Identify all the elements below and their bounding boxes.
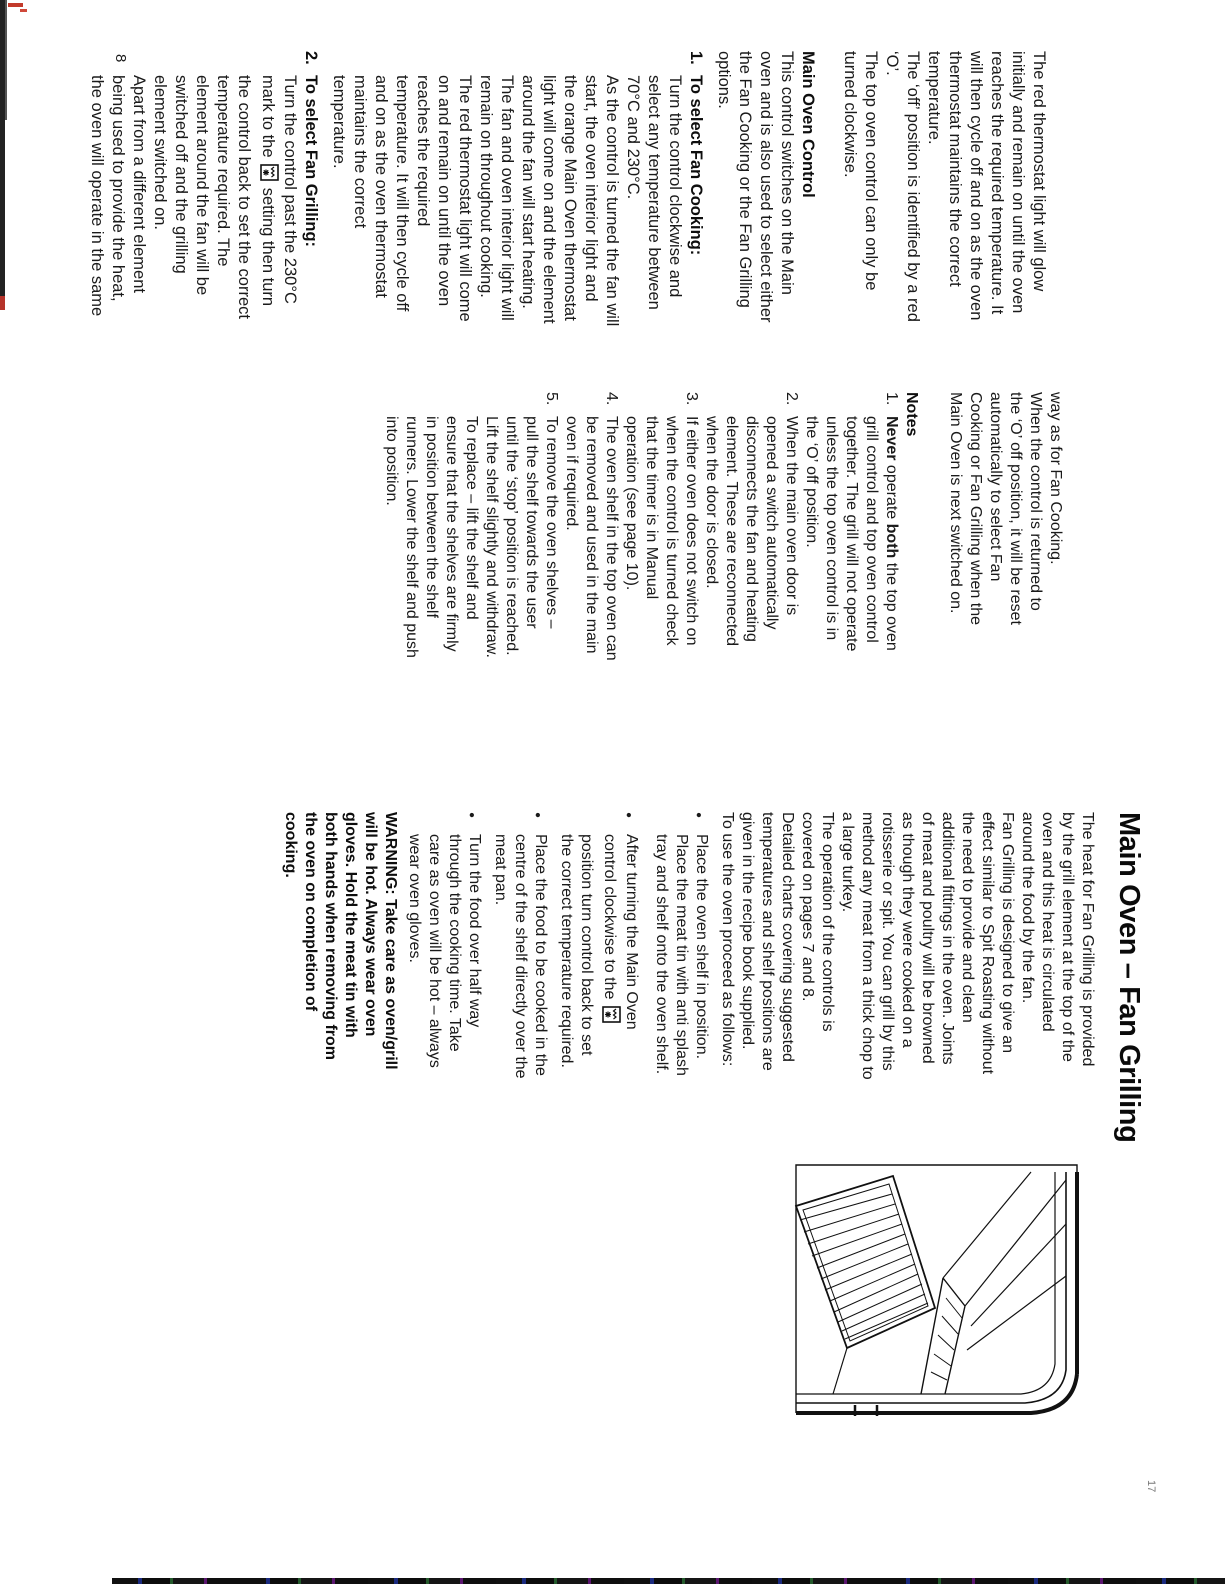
text-line: The oven shelf in the top oven can (603, 416, 620, 661)
text-line: of meat and poultry will be browned (919, 812, 936, 1064)
text-line: Detailed charts covering suggested (779, 812, 796, 1062)
scan-edge-artifact (5, 0, 7, 120)
red-registration-mark (20, 9, 27, 12)
text-line: when the door is closed. (703, 416, 720, 589)
text-line: disconnects the fan and heating (743, 416, 760, 642)
text-line: element. These are reconnected (723, 416, 740, 647)
text-line: position turn control back to set (578, 834, 595, 1056)
list-number: 2. (302, 51, 320, 65)
text-line: To select Fan Cooking: (687, 75, 705, 256)
text-line: Turn the food over half way (466, 834, 483, 1028)
text-line: temperatures and shelf positions are (759, 812, 776, 1071)
text-line: mark to the setting then turn (254, 75, 279, 381)
text-line: will be hot. Always wear oven (362, 812, 379, 1037)
text-line: rotisserie or spit. You can grill by this (879, 812, 896, 1071)
text-line: To replace – lift the shelf and (463, 416, 480, 620)
paragraph (713, 51, 797, 381)
text-line: around the fan will start heating. (519, 75, 537, 309)
list-number: 4. (603, 392, 620, 406)
text-line: method any meat from a thick chop to (859, 812, 876, 1080)
text-line: being used to provide the heat, (109, 75, 127, 302)
text-line: ‘O’. (883, 51, 901, 76)
paragraph (945, 392, 1065, 754)
text-line: as though they were cooked on a (899, 812, 916, 1048)
fan-grill-icon (596, 1006, 621, 1023)
text-line: After turning the Main Oven (623, 834, 640, 1030)
text-line: be removed and used in the main (583, 416, 600, 654)
paragraph (1017, 812, 1097, 1172)
list-item (556, 812, 641, 1172)
list-number: 3. (683, 392, 700, 406)
paragraph (923, 51, 1049, 381)
text-line: When the main oven door is (783, 416, 800, 616)
text-line: Main Oven is next switched on. (947, 392, 964, 614)
list-number: 5. (543, 392, 560, 406)
text-line: way as for Fan Cooking. (1047, 392, 1064, 565)
red-registration-mark (8, 3, 23, 7)
text-line: thermostat maintains the correct (946, 51, 964, 287)
text-line: by the grill element at the top of the (1059, 812, 1076, 1062)
text-line: remain on throughout cooking. (477, 75, 495, 298)
text-line: The top oven control can only be (862, 51, 880, 291)
text-line: Turn the control past the 230°C (281, 75, 299, 304)
text-line: The operation of the controls is (819, 812, 836, 1032)
text-line: opened a switch automatically (763, 416, 780, 630)
page8-column-1 (86, 51, 1049, 381)
text-line: around the food by the fan. (1019, 812, 1036, 1004)
text-line: covered on pages 7 and 8. (799, 812, 816, 1002)
text-line: tray and shelf onto the oven shelf. (653, 834, 670, 1075)
text-line: Turn the control clockwise and (666, 75, 684, 298)
list-item (621, 392, 701, 754)
text-line: Lift the shelf slightly and withdraw. (483, 416, 500, 658)
paragraph (328, 51, 685, 381)
text-line: When the control is returned to (1027, 392, 1044, 611)
text-line: Fan Grilling is designed to give an (999, 812, 1016, 1054)
text-line: grill control and top oven control (863, 416, 880, 643)
text-line: Notes (903, 392, 920, 437)
text-line: the orange Main Oven thermostat (561, 75, 579, 321)
page17-title: Main Oven – Fan Grilling (1113, 812, 1145, 1143)
text-line: control clockwise to the (596, 834, 621, 1172)
paragraph (737, 812, 797, 1172)
text-line: maintains the correct (351, 75, 369, 229)
text-line: element switched on. (151, 75, 169, 231)
text-line: The red thermostat light will come (456, 75, 474, 322)
list-item (651, 812, 711, 1172)
text-line: ensure that the shelves are firmly (443, 416, 460, 652)
paragraph (881, 51, 923, 381)
heading-block (901, 392, 921, 754)
text-line: centre of the shelf directly over the (512, 834, 529, 1079)
list-item (404, 812, 484, 1172)
text-line: reaches the required (414, 75, 432, 227)
text-line: light will come on and the element (540, 75, 558, 324)
text-line: Place the food to be cooked in the (532, 834, 549, 1076)
text-line: The heat for Fan Grilling is provided (1079, 812, 1096, 1067)
text-line: oven if required. (563, 416, 580, 531)
list-number: 1. (883, 392, 900, 406)
page-number-17: 17 (1145, 1480, 1157, 1493)
text-line: the Fan Cooking or the Fan Grilling (736, 51, 754, 308)
text-line: 70°C and 230°C. (624, 75, 642, 200)
text-line: element around the fan will be (193, 75, 211, 296)
fan-grill-icon (254, 164, 279, 181)
text-line: As the control is turned the fan will (603, 75, 621, 327)
text-line: runners. Lower the shelf and push (403, 416, 420, 658)
text-line: cooking. (282, 812, 299, 878)
text-line: in position between the shelf (423, 416, 440, 618)
paragraph (797, 812, 837, 1172)
text-line: Place the meat tin with anti splash (673, 834, 690, 1076)
text-line: the need to provide and clean (959, 812, 976, 1023)
text-line: If either oven does not switch on (683, 416, 700, 646)
oven-illustration (791, 1158, 1083, 1420)
text-line: To select Fan Grilling: (302, 75, 320, 248)
text-line: through the cooking time. Take (446, 834, 463, 1052)
text-line: oven and is also used to select either (757, 51, 775, 323)
text-line: temperature required. The (214, 75, 232, 267)
paragraph (839, 51, 881, 381)
bullet-marker: ● (693, 812, 704, 819)
text-line: Cooking or Fan Grilling when the (967, 392, 984, 626)
text-line: switched off and the grilling (172, 75, 190, 274)
text-line: The fan and oven interior light will (498, 75, 516, 321)
text-line: until the ‘stop’ position is reached. (503, 416, 520, 656)
text-line: into position. (383, 416, 400, 506)
text-line: select any temperature between (645, 75, 663, 310)
text-line: gloves. Hold the meat tin with (342, 812, 359, 1038)
text-line: the control back to set the correct (235, 75, 253, 319)
list-number: 1. (687, 51, 705, 65)
text-line: wear oven gloves. (406, 834, 423, 963)
red-registration-mark (0, 296, 5, 310)
text-line: Place the oven shelf in position. (693, 834, 710, 1060)
text-line: the oven will operate in the same (88, 75, 106, 317)
text-line: unless the top oven control is in (823, 416, 840, 641)
text-line: additional fittings in the oven. Joints (939, 812, 956, 1065)
page17-body-column (280, 812, 1097, 1172)
text-line: turned clockwise. (841, 51, 859, 178)
text-line: temperature. (925, 51, 943, 145)
text-line: Apart from a different element (130, 75, 148, 293)
text-line: on and remain on until the oven (435, 75, 453, 307)
text-line: effect similar to Spit Roasting without (979, 812, 996, 1075)
list-item (685, 51, 706, 381)
text-line: the correct temperature required. (558, 834, 575, 1068)
heading-block (280, 812, 400, 1172)
bullet-marker: ● (623, 812, 634, 819)
heading-block (797, 51, 818, 381)
text-line: given in the recipe book supplied. (739, 812, 756, 1050)
list-item (381, 392, 561, 754)
text-line: oven and this heat is circulated (1039, 812, 1056, 1032)
text-line: the ‘O’ off position. (803, 416, 820, 548)
page8-column-2-notes (381, 392, 1065, 754)
text-line: temperature. (330, 75, 348, 169)
text-line: the ‘O’ off position, it will be reset (1007, 392, 1024, 625)
bullet-marker: ● (532, 812, 543, 819)
text-line: that the timer is in Manual (643, 416, 660, 600)
text-line: care as oven will be hot – always (426, 834, 443, 1068)
list-item (561, 392, 621, 754)
text-line: The ‘off’ position is identified by a red (904, 51, 922, 322)
text-line: options. (715, 51, 733, 109)
text-line: and on as the oven thermostat (372, 75, 390, 298)
list-item (801, 392, 901, 754)
scan-bottom-stripe-artifact (112, 1578, 1225, 1584)
text-line: temperature. It will then cycle off (393, 75, 411, 312)
text-line: start, the oven interior light and (582, 75, 600, 302)
text-line: a large turkey. (839, 812, 856, 913)
list-item (490, 812, 550, 1172)
text-line: To use the oven proceed as follows: (719, 812, 736, 1067)
text-line: Never operate both the top oven (883, 416, 900, 651)
text-line: The red thermostat light will glow (1030, 51, 1048, 292)
text-line: operation (see page 10). (623, 416, 640, 591)
text-line: This control switches on the Main (778, 51, 796, 295)
text-line: both hands when removing from (322, 812, 339, 1061)
list-item (300, 51, 321, 381)
text-line: To remove the oven shelves – (543, 416, 560, 629)
paragraph (86, 51, 300, 381)
text-line: pull the shelf towards the user (523, 416, 540, 629)
bullet-marker: ● (466, 812, 477, 819)
text-line: meat pan. (492, 834, 509, 906)
text-line: initially and remain on until the oven (1009, 51, 1027, 314)
text-line: will then cycle off and on as the oven (967, 51, 985, 321)
page-number-8: 8 (112, 54, 129, 63)
paragraph (717, 812, 737, 1172)
paragraph (837, 812, 1017, 1172)
text-line: Main Oven Control (799, 51, 817, 198)
text-line: the oven on completion of (302, 812, 319, 1012)
list-number: 2. (783, 392, 800, 406)
text-line: when the control is turned check (663, 416, 680, 646)
text-line: automatically to select Fan (987, 392, 1004, 582)
list-item (701, 392, 801, 754)
text-line: WARNING: Take care as oven/grill (382, 812, 399, 1070)
text-line: reaches the required temperature. It (988, 51, 1006, 315)
text-line: together. The grill will not operate (843, 416, 860, 652)
